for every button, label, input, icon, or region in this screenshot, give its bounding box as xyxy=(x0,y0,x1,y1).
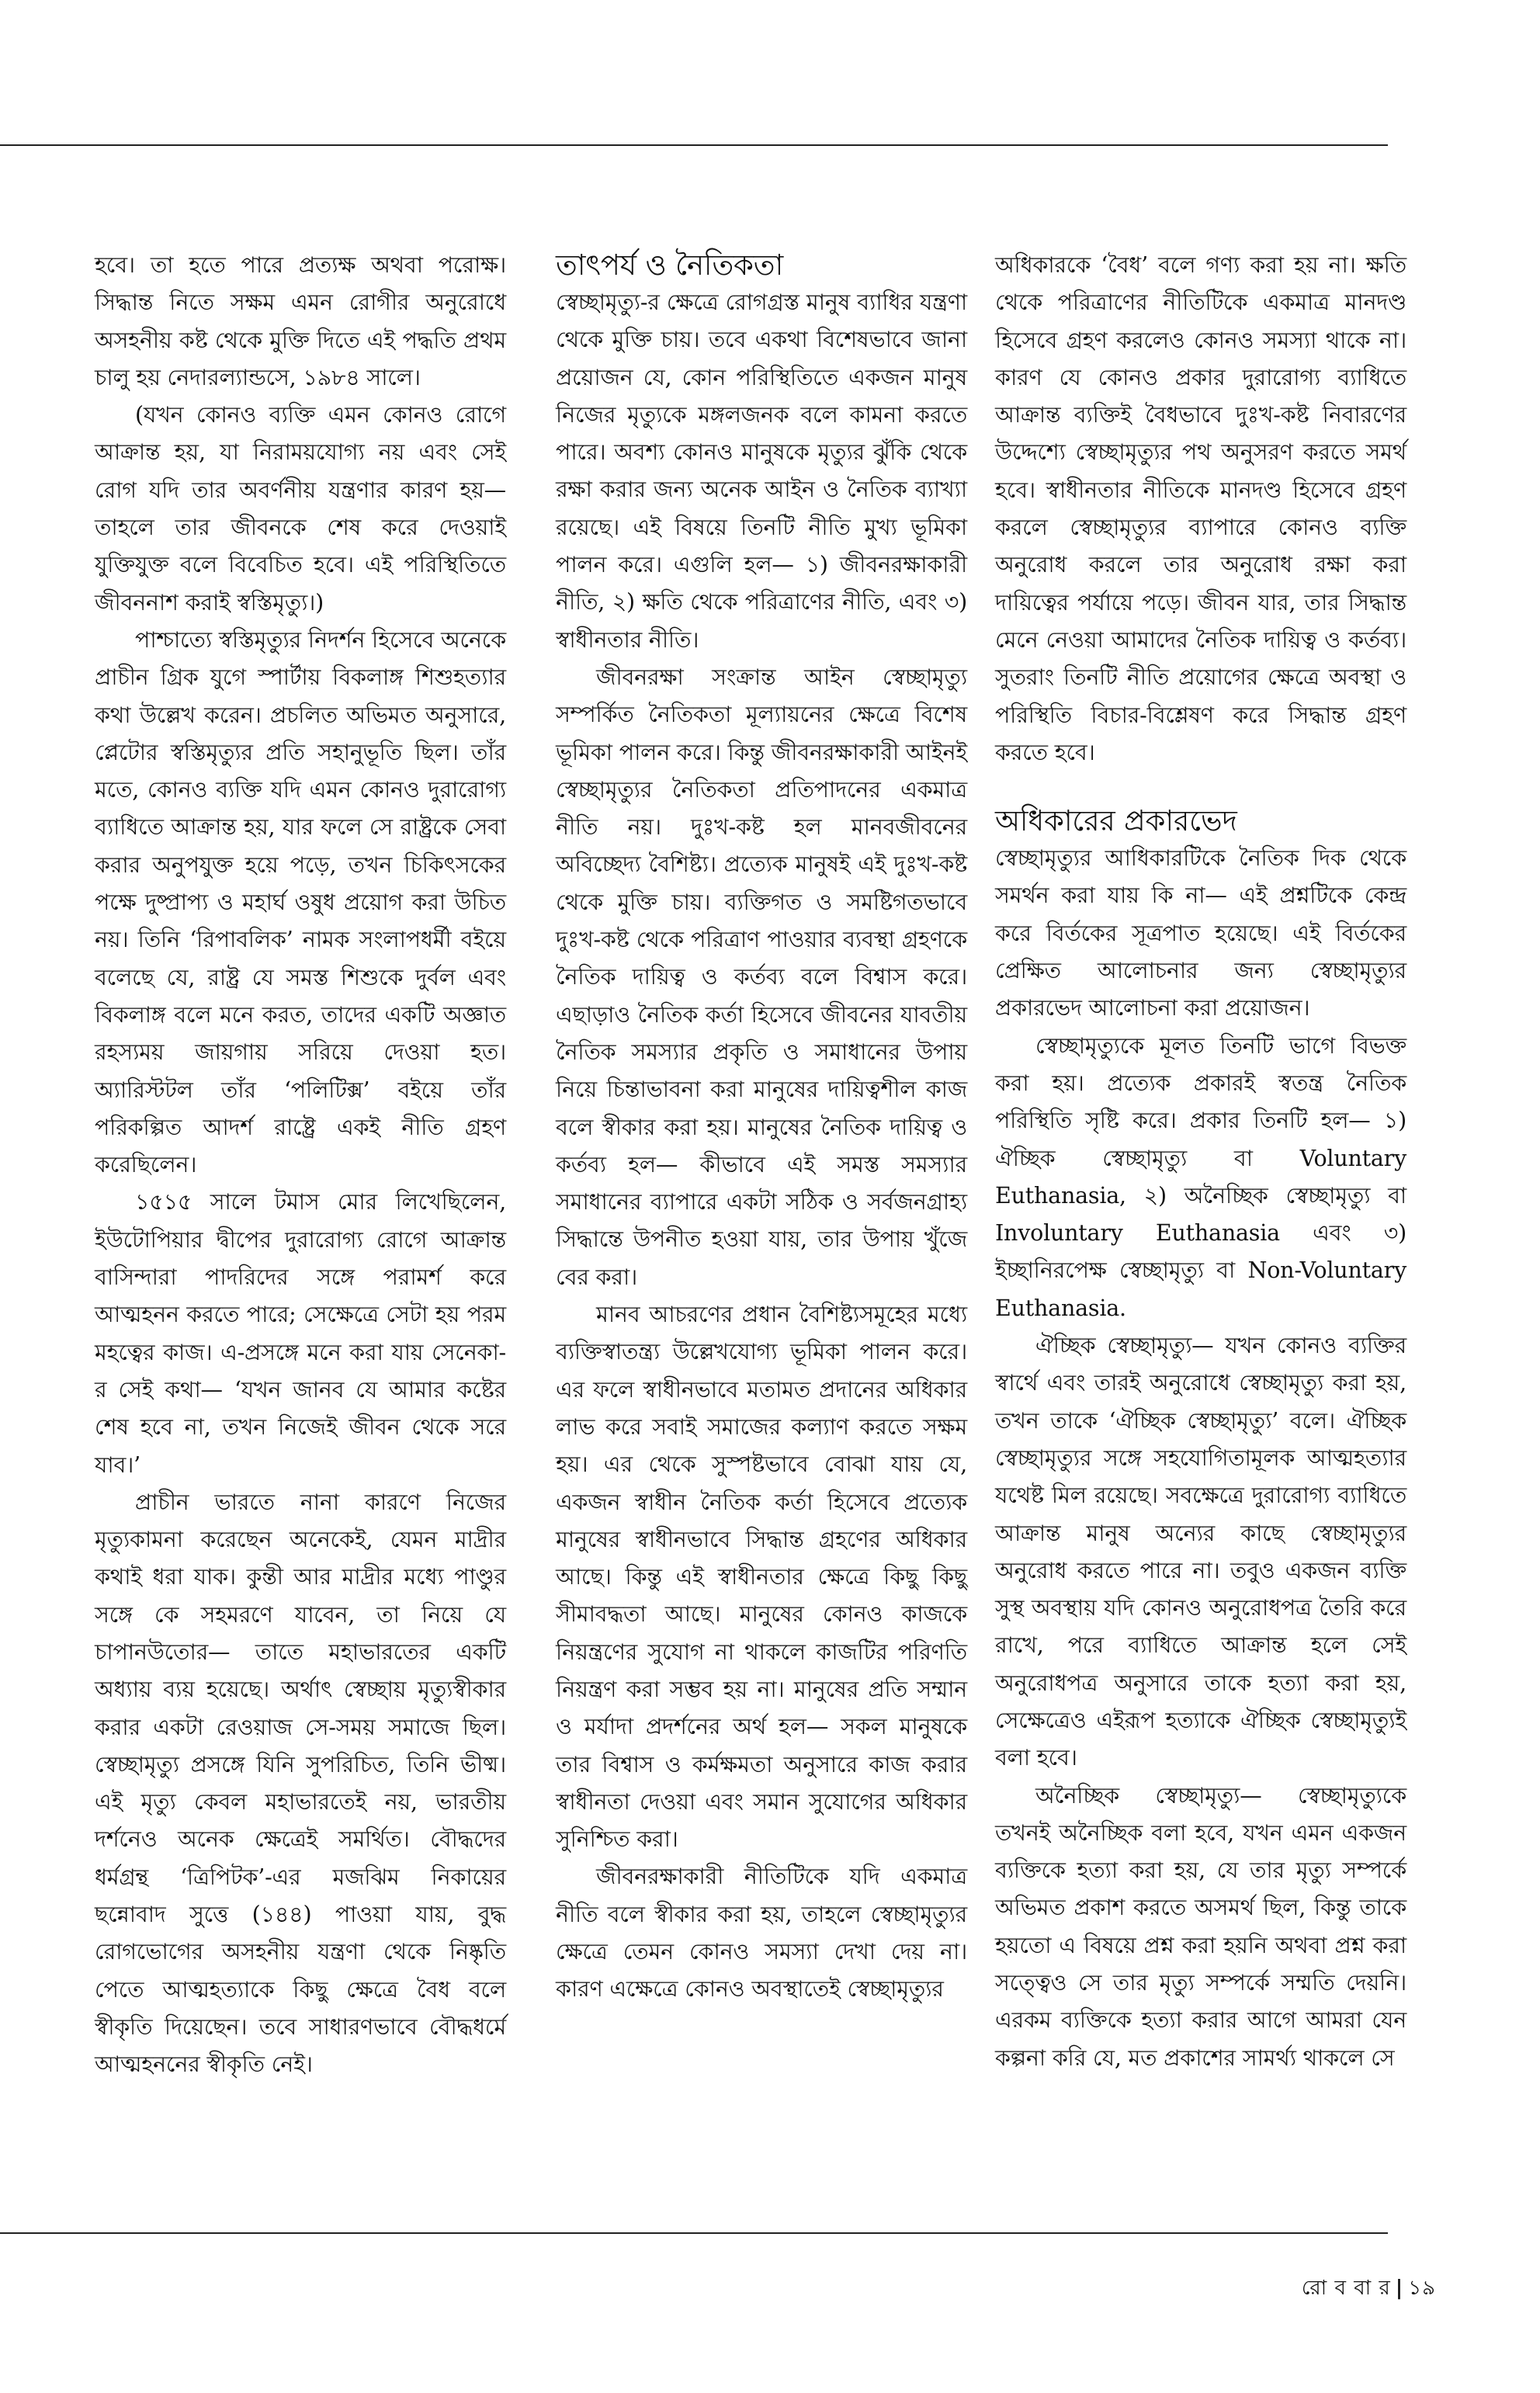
paragraph: স্বেচ্ছামৃত্যু-র ক্ষেত্রে রোগগ্রস্ত মানুষ ব্যাধির যন্ত্রণা থেকে মুক্তি চায়। তবে একথা বিশেষভাবে জানা প্রয়োজন যে, কোন পরিস্থিতিতে একজন মানুষ নিজের মৃত্যুকে মঙ্গলজনক বলে কামনা করতে পারে। অবশ্য কোনও মানুষকে মৃত্যুর ঝুঁকি থেকে রক্ষা করার জন্য অনেক আইন ও নৈতিক ব্যাখ্যা রয়েছে। এই বিষয়ে তিনটি নীতি মুখ্য ভূমিকা পালন করে। এগুলি হল— ১) জীবনরক্ষাকারী নীতি, ২) ক্ষতি থেকে পরিত্রাণের নীতি, এবং ৩) স্বাধীনতার নীতি। xyxy=(556,290,967,653)
paragraph: ঐচ্ছিক স্বেচ্ছামৃত্যু— যখন কোনও ব্যক্তির স্বার্থে এবং তারই অনুরোধে স্বেচ্ছামৃত্যু করা হয়, তখন তাকে ‘ঐচ্ছিক স্বেচ্ছামৃত্যু’ বলে। ঐচ্ছিক স্বেচ্ছামৃত্যুর সঙ্গে সহযোগিতামূলক আত্মহত্যার যথেষ্ট মিল রয়েছে। সবক্ষেত্রে দুরারোগ্য ব্যাধিতে আক্রান্ত মানুষ অন্যের কাছে স্বেচ্ছামৃত্যুর অনুরোধ করতে পারে না। তবুও একজন ব্যক্তি সুস্থ অবস্থায় যদি কোনও অনুরোধপত্র তৈরি করে রাখে, পরে ব্যাধিতে আক্রান্ত হলে সেই অনুরোধপত্র অনুসারে তাকে হত্যা করা হয়, সেক্ষেত্রেও এইরূপ হত্যাকে ঐচ্ছিক স্বেচ্ছামৃত্যুই বলা হবে। xyxy=(995,1333,1406,1771)
paragraph: ১৫১৫ সালে টমাস মোর লিখেছিলেন, ইউটোপিয়ার দ্বীপের দুরারোগ্য রোগে আক্রান্ত বাসিন্দারা পাদরিদের সঙ্গে পরামর্শ করে আত্মহনন করতে পারে; সেক্ষেত্রে সেটা হয় পরম মহত্বের কাজ। এ-প্রসঙ্গে মনে করা যায় সেনেকা-র সেই কথা— ‘যখন জানব যে আমার কষ্টের শেষ হবে না, তখন নিজেই জীবন থেকে সরে যাব।’ xyxy=(95,1189,506,1478)
paragraph: (যখন কোনও ব্যক্তি এমন কোনও রোগে আক্রান্ত হয়, যা নিরাময়যোগ্য নয় এবং সেই রোগ যদি তার অবর্ণনীয় যন্ত্রণার কারণ হয়— তাহলে তার জীবনকে শেষ করে দেওয়াই যুক্তিযুক্ত বলে বিবেচিত হবে। এই পরিস্থিতিতে জীবননাশ করাই স্বস্তিমৃত্যু।) xyxy=(95,402,506,616)
paragraph: প্রাচীন ভারতে নানা কারণে নিজের মৃত্যুকামনা করেছেন অনেকেই, যেমন মাদ্রীর কথাই ধরা যাক। কুন্তী আর মাদ্রীর মধ্যে পাণ্ডুর সঙ্গে কে সহমরণে যাবেন, তা নিয়ে যে চাপানউতোর— তাতে মহাভারতের একটি অধ্যায় ব্যয় হয়েছে। অর্থাৎ স্বেচ্ছায় মৃত্যুস্বীকার করার একটা রেওয়াজ সে-সময় সমাজে ছিল। স্বেচ্ছামৃত্যু প্রসঙ্গে যিনি সুপরিচিত, তিনি ভীষ্ম। এই মৃত্যু কেবল মহাভারতেই নয়, ভারতীয় দর্শনেও অনেক ক্ষেত্রেই সমর্থিত। বৌদ্ধদের ধর্মগ্রন্থ ‘ত্রিপিটক’-এর মজঝিম নিকায়ের ছন্নোবাদ সুত্তে (১৪৪) পাওয়া যায়, বুদ্ধ রোগভোগের অসহনীয় যন্ত্রণা থেকে নিষ্কৃতি পেতে আত্মহত্যাকে কিছু ক্ষেত্রে বৈধ বলে স্বীকৃতি দিয়েছেন। তবে সাধারণভাবে বৌদ্ধধর্মে আত্মহননের স্বীকৃতি নেই। xyxy=(95,1489,506,2078)
paragraph: মানব আচরণের প্রধান বৈশিষ্ট্যসমূহের মধ্যে ব্যক্তিস্বাতন্ত্র্য উল্লেখযোগ্য ভূমিকা পালন করে। এর ফলে স্বাধীনভাবে মতামত প্রদানের অধিকার লাভ করে সবাই সমাজের কল্যাণ করতে সক্ষম হয়। এর থেকে সুস্পষ্টভাবে বোঝা যায় যে, একজন স্বাধীন নৈতিক কর্তা হিসেবে প্রত্যেক মানুষের স্বাধীনভাবে সিদ্ধান্ত গ্রহণের অধিকার আছে। কিন্তু এই স্বাধীনতার ক্ষেত্রে কিছু কিছু সীমাবদ্ধতা আছে। মানুষের কোনও কাজকে নিয়ন্ত্রণের সুযোগ না থাকলে কাজটির পরিণতি নিয়ন্ত্রণ করা সম্ভব হয় না। মানুষের প্রতি সম্মান ও মর্যাদা প্রদর্শনের অর্থ হল— সকল মানুষকে তার বিশ্বাস ও কর্মক্ষমতা অনুসারে কাজ করার স্বাধীনতা দেওয়া এবং সমান সুযোগের অধিকার সুনিশ্চিত করা। xyxy=(556,1302,967,1853)
page-number: ১৯ xyxy=(1408,2277,1436,2300)
bottom-rule xyxy=(0,2232,1388,2234)
section-heading: অধিকারের প্রকারভেদ xyxy=(995,804,1237,838)
paragraph: স্বেচ্ছামৃত্যুকে মূলত তিনটি ভাগে বিভক্ত করা হয়। প্রত্যেক প্রকারই স্বতন্ত্র নৈতিক পরিস্থিতি সৃষ্টি করে। প্রকার তিনটি হল— ১) ঐচ্ছিক স্বেচ্ছামৃত্যু বা Voluntary Euthanasia, ২) অনৈচ্ছিক স্বেচ্ছামৃত্যু বা Involuntary Euthanasia এবং ৩) ইচ্ছানিরপেক্ষ স্বেচ্ছামৃত্যু বা Non-Voluntary Euthanasia. xyxy=(995,1032,1406,1321)
paragraph: অধিকারকে ‘বৈধ’ বলে গণ্য করা হয় না। ক্ষতি থেকে পরিত্রাণের নীতিটিকে একমাত্র মানদণ্ড হিসেবে গ্রহণ করলেও কোনও সমস্যা থাকে না। কারণ যে কোনও প্রকার দুরারোগ্য ব্যাধিতে আক্রান্ত ব্যক্তিই বৈধভাবে দুঃখ-কষ্ট নিবারণের উদ্দেশ্যে স্বেচ্ছামৃত্যুর পথ অনুসরণ করতে সমর্থ হবে। স্বাধীনতার নীতিকে মানদণ্ড হিসেবে গ্রহণ করলে স্বেচ্ছামৃত্যুর ব্যাপারে কোনও ব্যক্তি অনুরোধ করলে তার অনুরোধ রক্ষা করা দায়িত্বের পর্যায়ে পড়ে। জীবন যার, তার সিদ্ধান্ত মেনে নেওয়া আমাদের নৈতিক দায়িত্ব ও কর্তব্য। সুতরাং তিনটি নীতি প্রয়োগের ক্ষেত্রে অবস্থা ও পরিস্থিতি বিচার-বিশ্লেষণ করে সিদ্ধান্ত গ্রহণ করতে হবে। xyxy=(995,252,1406,765)
paragraph: স্বেচ্ছামৃত্যুর আধিকারটিকে নৈতিক দিক থেকে সমর্থন করা যায় কি না— এই প্রশ্নটিকে কেন্দ্র করে বির্তকের সূত্রপাত হয়েছে। এই বির্তকের প্রেক্ষিত আলোচনার জন্য স্বেচ্ছামৃত্যুর প্রকারভেদ আলোচনা করা প্রয়োজন। xyxy=(995,845,1406,1021)
page-footer xyxy=(1211,2274,1436,2302)
footer-separator: | xyxy=(1395,2277,1404,2300)
article-column-1 xyxy=(95,247,506,2084)
paragraph: জীবনরক্ষা সংক্রান্ত আইন স্বেচ্ছামৃত্যু সম্পর্কিত নৈতিকতা মূল্যায়নের ক্ষেত্রে বিশেষ ভূমিকা পালন করে। কিন্তু জীবনরক্ষাকারী আইনই স্বেচ্ছামৃত্যুর নৈতিকতা প্রতিপাদনের একমাত্র নীতি নয়। দুঃখ-কষ্ট হল মানবজীবনের অবিচ্ছেদ্য বৈশিষ্ট্য। প্রত্যেক মানুষই এই দুঃখ-কষ্ট থেকে মুক্তি চায়। ব্যক্তিগত ও সমষ্টিগতভাবে দুঃখ-কষ্ট থেকে পরিত্রাণ পাওয়ার ব্যবস্থা গ্রহণকে নৈতিক দায়িত্ব ও কর্তব্য বলে বিশ্বাস করে। এছাড়াও নৈতিক কর্তা হিসেবে জীবনের যাবতীয় নৈতিক সমস্যার প্রকৃতি ও সমাধানের উপায় নিয়ে চিন্তাভাবনা করা মানুষের দায়িত্বশীল কাজ বলে স্বীকার করা হয়। মানুষের নৈতিক দায়িত্ব ও কর্তব্য হল— কীভাবে এই সমস্ত সমস্যার সমাধানের ব্যাপারে একটা সঠিক ও সর্বজনগ্রাহ্য সিদ্ধান্তে উপনীত হওয়া যায়, তার উপায় খুঁজে বের করা। xyxy=(556,664,967,1290)
paragraph: হবে। তা হতে পারে প্রত্যক্ষ অথবা পরোক্ষ। সিদ্ধান্ত নিতে সক্ষম এমন রোগীর অনুরোধে অসহনীয় কষ্ট থেকে মুক্তি দিতে এই পদ্ধতি প্রথম চালু হয় নেদারল্যান্ডসে, ১৯৮৪ সালে। xyxy=(95,252,506,390)
paragraph: জীবনরক্ষাকারী নীতিটিকে যদি একমাত্র নীতি বলে স্বীকার করা হয়, তাহলে স্বেচ্ছামৃত্যুর ক্ষেত্রে তেমন কোনও সমস্যা দেখা দেয় না। কারণ এক্ষেত্রে কোনও অবস্থাতেই স্বেচ্ছামৃত্যুর xyxy=(556,1864,967,2003)
top-rule xyxy=(0,144,1388,146)
paragraph: পাশ্চাত্যে স্বস্তিমৃত্যুর নিদর্শন হিসেবে অনেকে প্রাচীন গ্রিক যুগে স্পার্টায় বিকলাঙ্গ শিশুহত্যার কথা উল্লেখ করেন। প্রচলিত অভিমত অনুসারে, প্লেটোর স্বস্তিমৃত্যুর প্রতি সহানুভূতি ছিল। তাঁর মতে, কোনও ব্যক্তি যদি এমন কোনও দুরারোগ্য ব্যাধিতে আক্রান্ত হয়, যার ফলে সে রাষ্ট্রকে সেবা করার অনুপযুক্ত হয়ে পড়ে, তখন চিকিৎসকের পক্ষে দুষ্প্রাপ্য ও মহার্ঘ ওষুধ প্রয়োগ করা উচিত নয়। তিনি ‘রিপাবলিক’ নামক সংলাপধর্মী বইয়ে বলেছে যে, রাষ্ট্র যে সমস্ত শিশুকে দুর্বল এবং বিকলাঙ্গ বলে মনে করত, তাদের একটি অজ্ঞাত রহস্যময় জায়গায় সরিয়ে দেওয়া হত। অ্যারিস্টটল তাঁর ‘পলিটিক্স’ বইয়ে তাঁর পরিকল্পিত আদর্শ রাষ্ট্রে একই নীতি গ্রহণ করেছিলেন। xyxy=(95,626,506,1178)
paragraph: অনৈচ্ছিক স্বেচ্ছামৃত্যু— স্বেচ্ছামৃত্যুকে তখনই অনৈচ্ছিক বলা হবে, যখন এমন একজন ব্যক্তিকে হত্যা করা হয়, যে তার মৃত্যু সম্পর্কে অভিমত প্রকাশ করতে অসমর্থ ছিল, কিন্তু তাকে হয়তো এ বিষয়ে প্রশ্ন করা হয়নি অথবা প্রশ্ন করা সত্ত্বেও সে তার মৃত্যু সম্পর্কে সম্মতি দেয়নি। এরকম ব্যক্তিকে হত্যা করার আগে আমরা যেন কল্পনা করি যে, মত প্রকাশের সামর্থ্য থাকলে সে xyxy=(995,1782,1406,2071)
magazine-name: রো ব বা র xyxy=(1301,2277,1391,2300)
section-heading: তাৎপর্য ও নৈতিকতা xyxy=(556,248,784,282)
article-column-3 xyxy=(995,247,1406,2077)
section-gap xyxy=(995,772,1406,803)
article-column-2 xyxy=(556,247,967,2009)
